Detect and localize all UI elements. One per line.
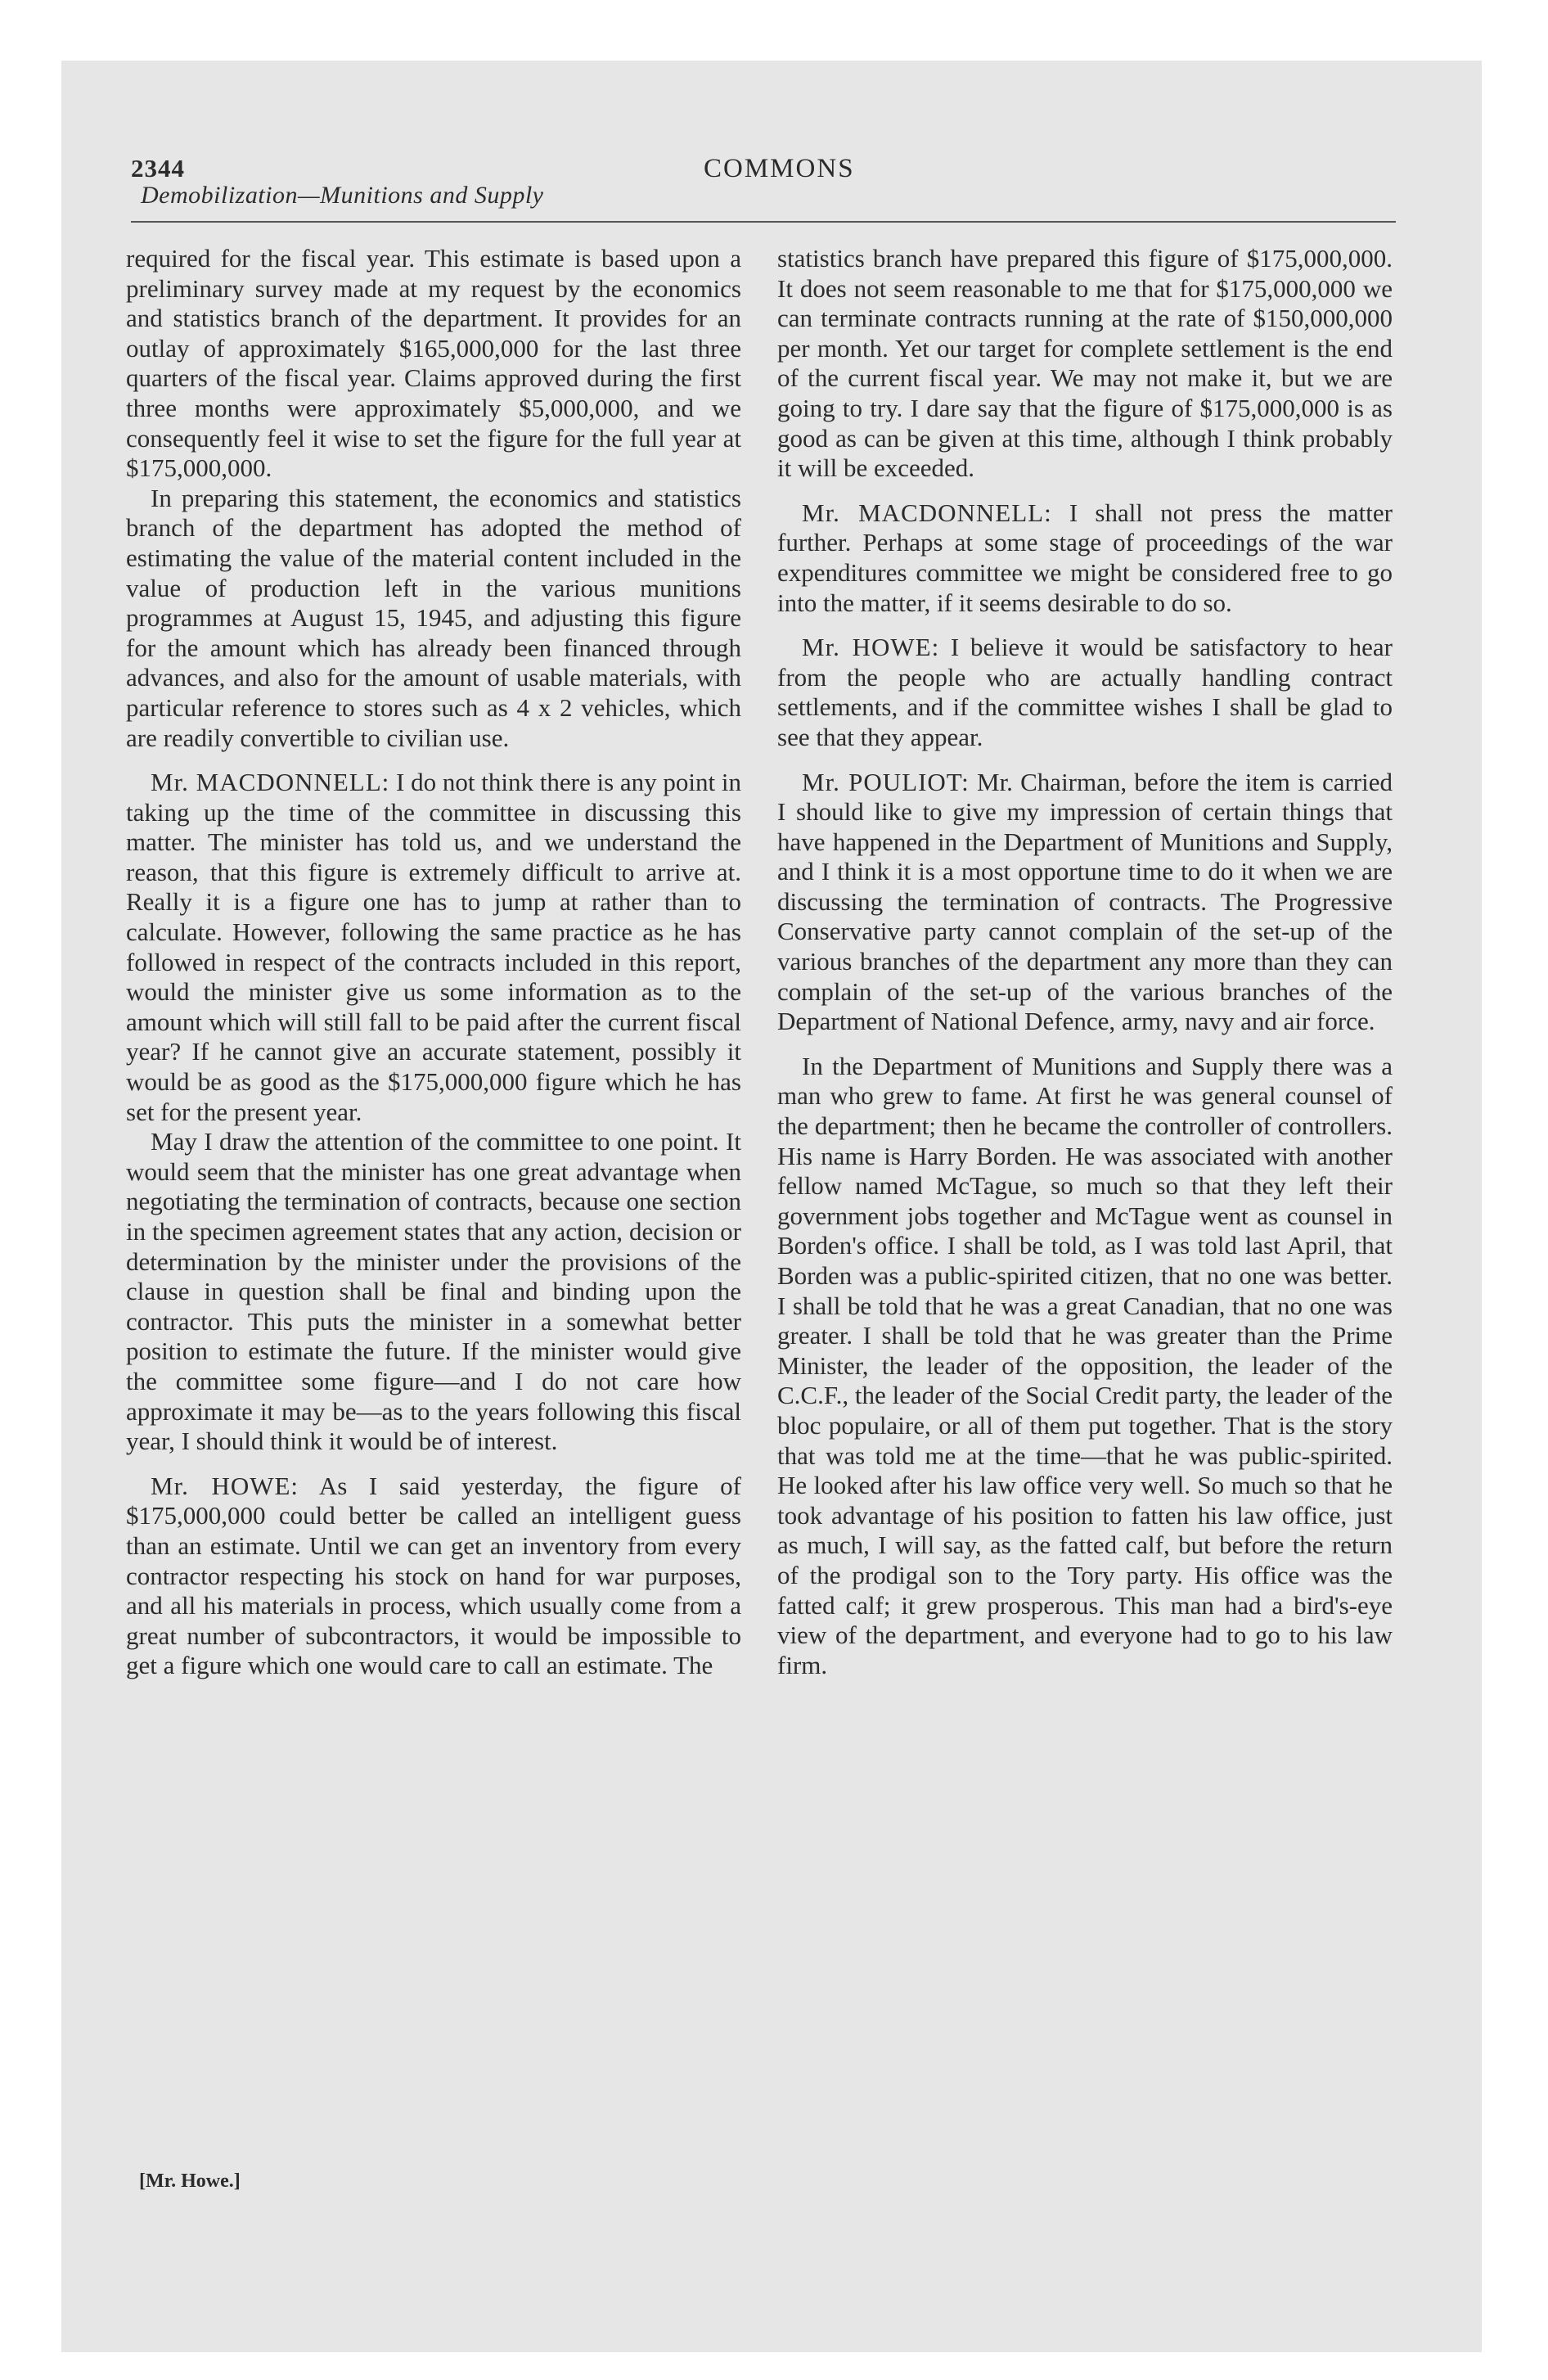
speaker-name: Mr. MACDONNELL: <box>802 498 1052 527</box>
right-column <box>777 244 1393 1680</box>
paragraph-text: statistics branch have prepared this figure of $175,000,000. It does not seem reasonable to me that for $175,000,000 we can terminate contracts running at the rate of $150,000,000 per month. Yet our target for complete settlement is the end of the current fiscal year. We may not make it, but we are going to try. I dare say that the figure of $175,000,000 is as good as can be given at this time, although I think probably it will be exceeded. <box>777 244 1393 483</box>
speaker-name: Mr. POULIOT: <box>802 767 970 796</box>
page-number: 2344 <box>131 154 185 183</box>
paragraph <box>126 1472 741 1681</box>
paragraph <box>777 244 1393 484</box>
paragraph <box>126 1127 741 1457</box>
page-header <box>131 154 1393 213</box>
paragraph <box>126 484 741 753</box>
speaker-name: Mr. MACDONNELL: <box>151 768 390 797</box>
paragraph-text: I believe it would be satisfactory to hear from the people who are actually handling contract settlements, and if the committee wishes I shall be glad to see that they appear. <box>777 633 1393 751</box>
left-column <box>126 244 741 1681</box>
paragraph-text: In preparing this statement, the economics and statistics branch of the department has adopted the method of estimating the value of the material content included in the value of production left in the various munitions programmes at August 15, 1945, and adjusting this figure for the amount which has already been financed through advances, and also for the amount of usable materials, with particular reference to stores such as 4 x 2 vehicles, which are readily convertible to civilian use. <box>126 483 741 752</box>
paragraph-text: I do not think there is any point in taking up the time of the committee in discussing this matter. The minister has told us, and we understand the reason, that this figure is extremely difficult to arrive at. Really it is a figure one has to jump at rather than to calculate. However, following the same practice as he has followed in respect of the contracts included in this report, would the minister give us some information as to the amount which will still fall to be paid after the current fiscal year? If he cannot give an accurate statement, possibly it would be as good as the $175,000,000 figure which he has set for the present year. <box>126 768 742 1126</box>
paragraph-text: I shall not press the matter further. Perhaps at some stage of proceedings of the war expenditures committee we might be considered free to go into the matter, if it seems desirable to do so. <box>777 498 1393 617</box>
speaker-name: Mr. HOWE: <box>802 633 940 662</box>
paragraph <box>126 768 741 1127</box>
header-rule <box>131 221 1396 223</box>
paragraph <box>777 498 1393 618</box>
paragraph <box>777 768 1393 1037</box>
paragraph-text: As I said yesterday, the figure of $175,000,000 could better be called an intelligent guess than an estimate. Until we can get an inventory from every contractor respecting his stock on hand for war purposes, and all his materials in process, which usually come from a great number of subcontractors, it would be impossible to get a figure which one would care to call an estimate. The <box>126 1471 741 1680</box>
speaker-name: Mr. HOWE: <box>151 1471 299 1500</box>
paragraph-text: Mr. Chairman, before the item is carried I should like to give my impression of certain things that have happened in the Department of Munitions and Supply, and I think it is a most opportune time to do it when we are discussing the termination of contracts. The Progressive Conservative party cannot complain of the set-up of the various branches of the department any more than they can complain of the set-up of the various branches of the Department of National Defence, army, navy and air force. <box>777 767 1393 1036</box>
speaker-footer-reference: [Mr. Howe.] <box>139 2170 241 2192</box>
paragraph-text: May I draw the attention of the committee to one point. It would seem that the minister has one great advantage when negotiating the termination of contracts, because one section in the specimen agreement states that any action, decision or determination by the minister under the provisions of the clause in question shall be final and binding upon the contractor. This puts the minister in a somewhat better position to estimate the future. If the minister would give the committee some figure—and I do not care how approximate it may be—as to the years following this fiscal year, I should think it would be of interest. <box>126 1127 741 1456</box>
paragraph <box>126 244 741 484</box>
section-title: Demobilization—Munitions and Supply <box>141 182 544 209</box>
paragraph <box>777 633 1393 752</box>
paragraph-text: required for the fiscal year. This estimate is based upon a preliminary survey made at my request by the economics and statistics branch of the department. It provides for an outlay of approximately $165,000,000 for the last three quarters of the fiscal year. Claims approved during the first three months were approximately $5,000,000, and we consequently feel it wise to set the figure for the full year at $175,000,000. <box>126 244 741 483</box>
paragraph <box>777 1052 1393 1680</box>
running-title: COMMONS <box>704 154 855 183</box>
paragraph-text: In the Department of Munitions and Supply there was a man who grew to fame. At first he was general counsel of the department; then he became the controller of controllers. His name is Harry Borden. He was associated with another fellow named McTague, so much so that they left their government jobs together and McTague went as counsel in Borden's office. I shall be told, as I was told last April, that Borden was a public-spirited citizen, that no one was better. I shall be told that he was a great Canadian, that no one was greater. I shall be told that he was greater than the Prime Minister, the leader of the opposition, the leader of the C.C.F., the leader of the Social Credit party, the leader of the bloc populaire, or all of them put together. That is the story that was told me at the time—that he was public-spirited. He looked after his law office very well. So much so that he took advantage of his position to fatten his law office, just as much, I will say, as the fatted calf, but before the return of the prodigal son to the Tory party. His office was the fatted calf; it grew prosperous. This man had a bird's-eye view of the department, and everyone had to go to his law firm. <box>777 1051 1393 1679</box>
